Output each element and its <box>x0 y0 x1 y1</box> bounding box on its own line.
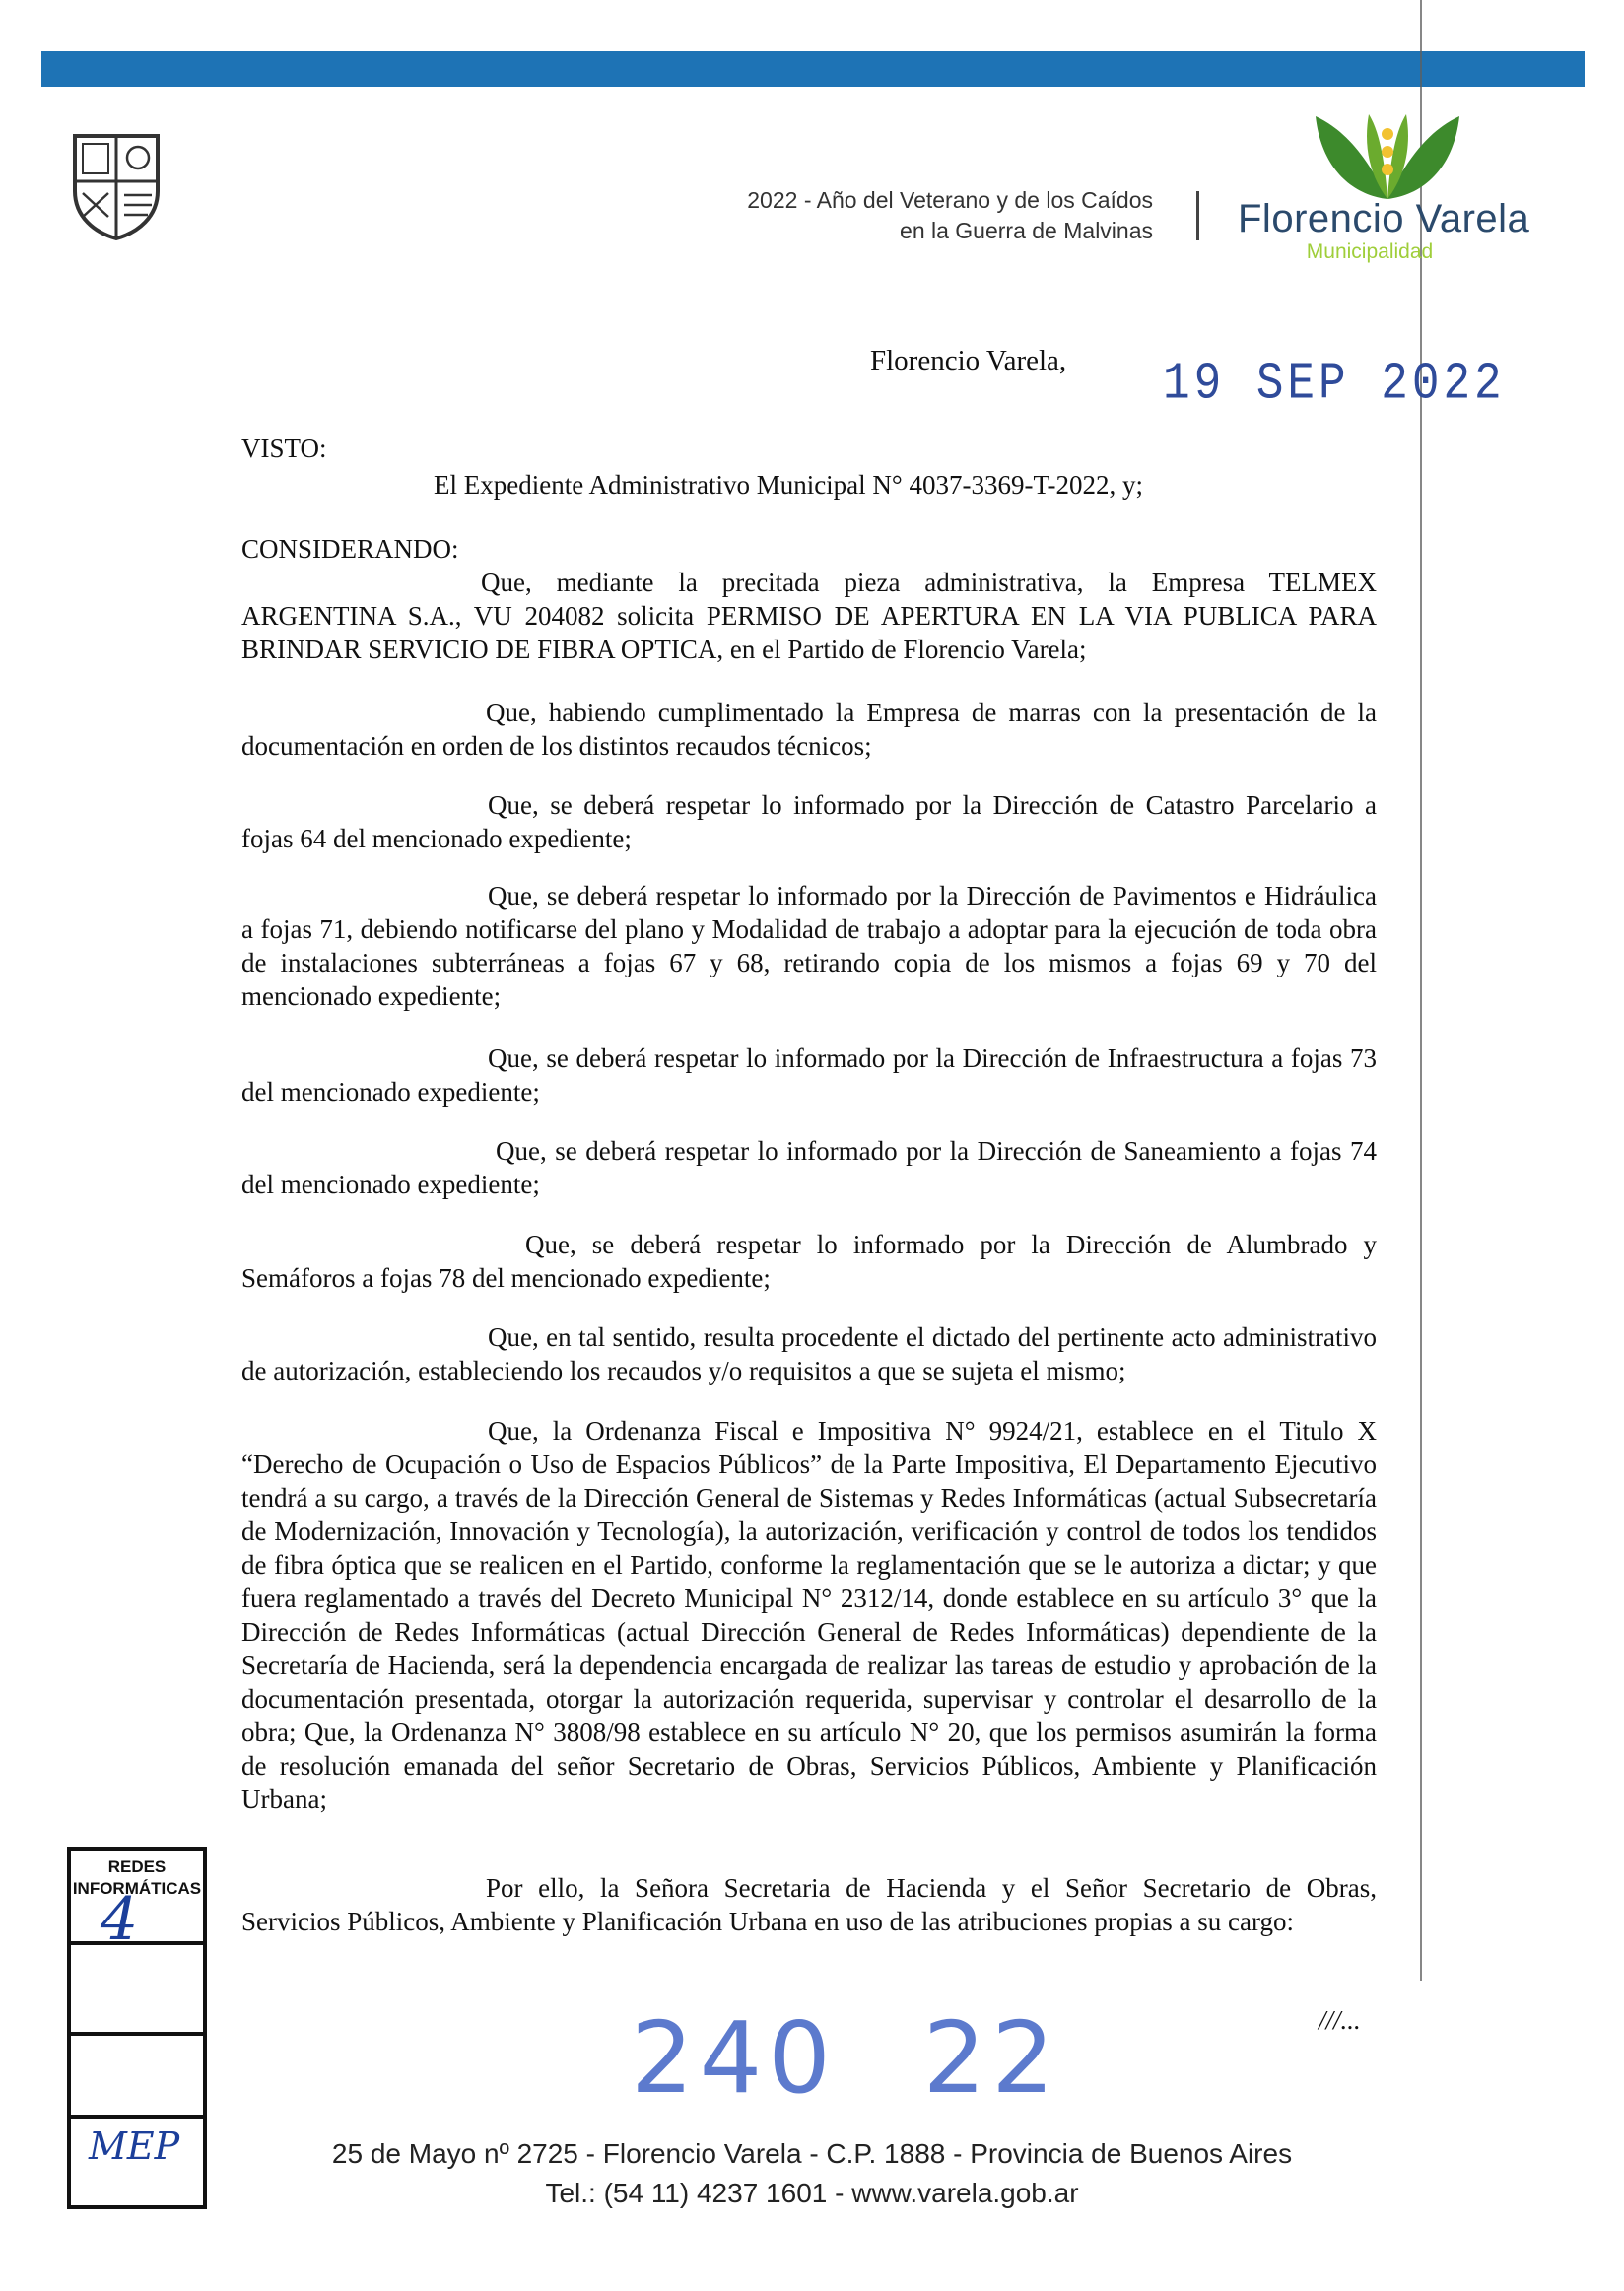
continuation-mark: ///... <box>1319 2005 1361 2035</box>
footer-address: 25 de Mayo nº 2725 - Florencio Varela - C.P. 1888 - Provincia de Buenos Aires <box>331 2138 1293 2169</box>
visto-text: El Expediente Administrativo Municipal N° 4037-3369-T-2022, y; <box>434 470 1143 500</box>
considerando-paragraph: Que, se deberá respetar lo informado por la Dirección de Catastro Parcelario a fojas 64 del mencionado expediente; <box>241 790 1377 853</box>
stamp-title-line-1: REDES <box>107 1857 167 1876</box>
header-divider <box>1196 191 1199 240</box>
footer-contact: Tel.: (54 11) 4237 1601 - www.varela.gob.ar <box>545 2178 1079 2208</box>
date-stamp: 19 SEP 2022 <box>1163 355 1506 414</box>
considerando-paragraph: Que, la Ordenanza Fiscal e Impositiva N° 9924/21, establece en el Titulo X “Derecho de Ocupación o Uso de Espacios Públicos” de la Parte Impositiva, El Departamento Ejecutivo tendrá a su cargo, a través de la Dirección General de Sistemas y Redes Informáticas (actual Subsecretaría de Modernización, Innovación y Tecnología), la autorización, verificación y control de todos los tendidos de fibra óptica que se realicen en el Partido, conforme la reglamentación que se le autoriza a dictar; y que fuera reglamentado a través del Decreto Municipal N° 2312/14, donde establece en su artículo 3° que la Dirección de Redes Informáticas (actual Dirección General de Redes Informáticas) dependiente de la Secretaría de Hacienda, será la dependencia encargada de realizar las tareas de estudio y aprobación de la documentación presentada, otorgar la autorización requerida, supervisar y controlar el desarrollo de la obra; Que, la Ordenanza N° 3808/98 establece en su artículo N° 20, que los permisos asumirán la forma de resolución emanada del señor Secretario de Obras, Servicios Públicos, Ambiente y Planificación Urbana; <box>241 1416 1377 1814</box>
considerando-paragraph: Que, se deberá respetar lo informado por la Dirección de Alumbrado y Semáforos a fojas 78 del mencionado expediente; <box>241 1230 1377 1293</box>
visto-heading: VISTO: <box>241 434 327 463</box>
stamp-folio-number: 4 <box>101 1885 139 1954</box>
considerando-paragraph: Que, habiendo cumplimentado la Empresa de marras con la presentación de la documentación en orden de los distintos recaudos técnicos; <box>241 698 1377 761</box>
stamp-empty-cell <box>71 2036 203 2119</box>
considerando-paragraph: Que, en tal sentido, resulta procedente el dictado del pertinente acto administrativo de autorización, estableciendo los recaudos y/o requisitos a que se sujeta el mismo; <box>241 1322 1377 1385</box>
considerando-paragraph: Por ello, la Señora Secretaria de Hacienda y el Señor Secretario de Obras, Servicios Públicos, Ambiente y Planificación Urbana en uso de las atribuciones propias a su cargo: <box>241 1873 1377 1936</box>
header-color-bar <box>41 51 1585 87</box>
dateline-city: Florencio Varela, <box>870 345 1067 376</box>
florencio-varela-leaf-icon <box>1314 108 1461 202</box>
tagline-line-1: 2022 - Año del Veterano y de los Caídos <box>747 187 1153 213</box>
stamp-folio-cell <box>71 1851 203 1954</box>
considerando-paragraph: Que, se deberá respetar lo informado por la Dirección de Pavimentos e Hidráulica a fojas 71, debiendo notificarse del plano y Modalidad de trabajo a adoptar para la ejecución de toda obra de instalaciones subterráneas a fojas 67 y 68, retirando copia de los mismos a fojas 69 y 70 del mencionado expediente; <box>241 881 1377 1011</box>
stamp-initials: MEP <box>89 2124 180 2168</box>
logo-subtitle: Municipalidad <box>1306 240 1434 263</box>
considerando-paragraph: Que, mediante la precitada pieza administrativa, la Empresa TELMEX ARGENTINA S.A., VU 204082 solicita PERMISO DE APERTURA EN LA VIA PUBLICA PARA BRINDAR SERVICIO DE FIBRA OPTICA, en el Partido de Florencio Varela; <box>241 568 1377 664</box>
tagline-line-2: en la Guerra de Malvinas <box>900 218 1153 243</box>
stamp-title-line-2: INFORMÁTICAS <box>72 1879 202 1898</box>
considerando-heading: CONSIDERANDO: <box>241 534 459 564</box>
redes-informaticas-stamp <box>67 1847 207 2209</box>
resolution-number-stamp: 240 22 <box>631 2000 1060 2116</box>
stamp-empty-cell <box>71 1945 203 2036</box>
scan-fold-line <box>1420 0 1422 1981</box>
considerando-paragraph: Que, se deberá respetar lo informado por la Dirección de Saneamiento a fojas 74 del mencionado expediente; <box>241 1136 1377 1199</box>
considerando-paragraph: Que, se deberá respetar lo informado por la Dirección de Infraestructura a fojas 73 del mencionado expediente; <box>241 1044 1377 1107</box>
municipal-crest-icon <box>69 130 164 240</box>
commemorative-tagline <box>591 185 1153 246</box>
logo-wordmark: Florencio Varela <box>1238 197 1530 240</box>
